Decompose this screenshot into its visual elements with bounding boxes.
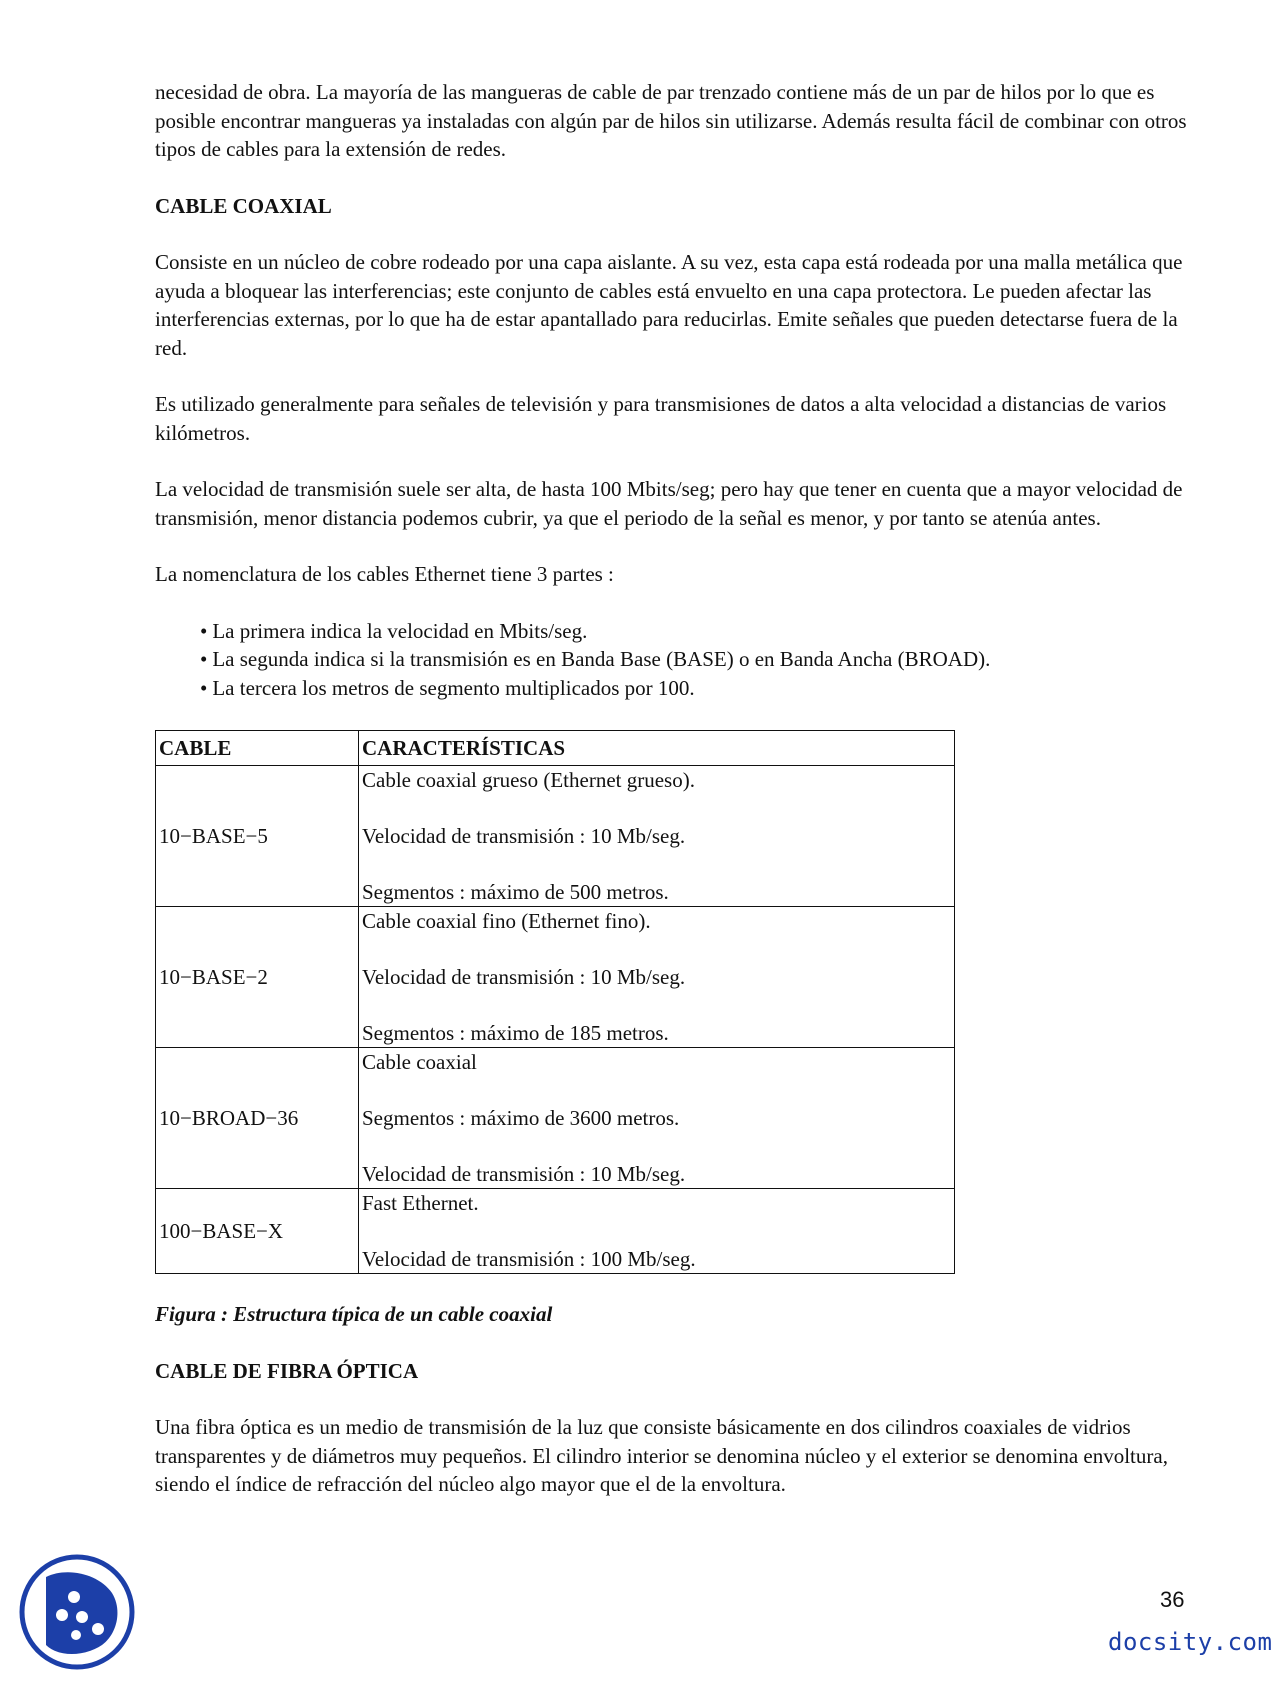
table-row [156, 907, 955, 1048]
list-item: • La primera indica la velocidad en Mbits/seg. [200, 618, 588, 643]
cable-name: 10−BASE−2 [156, 907, 359, 1048]
coaxial-heading: CABLE COAXIAL [155, 193, 332, 218]
page-number: 36 [1160, 1587, 1185, 1612]
cable-characteristics: Cable coaxial grueso (Ethernet grueso). Velocidad de transmisión : 10 Mb/seg. Segmentos : máximo de 500 metros. [359, 766, 955, 907]
list-item: • La tercera los metros de segmento multiplicados por 100. [200, 675, 695, 700]
bullet-icon: • [200, 647, 208, 671]
table-row [156, 766, 955, 907]
nomenclature-intro: La nomenclatura de los cables Ethernet tiene 3 partes : [155, 562, 614, 586]
bullet-icon: • [200, 618, 208, 643]
docsity-logo-icon[interactable] [18, 1553, 136, 1671]
cable-name: 10−BASE−5 [156, 766, 359, 907]
intro-paragraph: necesidad de obra. La mayoría de las mangueras de cable de par trenzado contiene más de un par de hilos por lo que es posible encontrar mangueras ya instaladas con algún par de hilos sin utilizarse. Además resulta fácil de combinar con otros tipos de cables para la extensión de redes. [155, 80, 1187, 161]
figure-caption: Figura : Estructura típica de un cable coaxial [155, 1302, 553, 1326]
table-row [156, 1048, 955, 1189]
coaxial-paragraph-2: Es utilizado generalmente para señales de televisión y para transmisiones de datos a alta velocidad a distancias de varios kilómetros. [155, 392, 1167, 445]
coaxial-paragraph-1: Consiste en un núcleo de cobre rodeado por una capa aislante. A su vez, esta capa está rodeada por una malla metálica que ayuda a bloquear las interferencias; este conjunto de cables está envuelto en una capa protectora. Le pueden afectar las interferencias externas, por lo que ha de estar apantallado para reducirlas. Emite señales que pueden detectarse fuera de la red. [155, 250, 1183, 360]
cable-characteristics: Cable coaxial fino (Ethernet fino). Velocidad de transmisión : 10 Mb/seg. Segmentos : máximo de 185 metros. [359, 907, 955, 1048]
table-header-row [156, 731, 955, 766]
cable-characteristics: Fast Ethernet. Velocidad de transmisión : 100 Mb/seg. [359, 1189, 955, 1274]
coaxial-paragraph-3: La velocidad de transmisión suele ser alta, de hasta 100 Mbits/seg; pero hay que tener en cuenta que a mayor velocidad de transmisión, menor distancia podemos cubrir, ya que el periodo de la señal es menor, y por tanto se atenúa antes. [155, 477, 1183, 530]
brand-link[interactable]: docsity.com [1108, 1628, 1273, 1656]
bullet-icon: • [200, 675, 208, 700]
nomenclature-list [155, 617, 1205, 703]
cable-table [155, 730, 955, 1274]
table-row [156, 1189, 955, 1274]
fibra-paragraph: Una fibra óptica es un medio de transmisión de la luz que consiste básicamente en dos cilindros coaxiales de vidrios transparentes y de diámetros muy pequeños. El cilindro interior se denomina núcleo y el exterior se denomina envoltura, siendo el índice de refracción del núcleo algo mayor que el de la envoltura. [155, 1415, 1168, 1496]
cable-characteristics: Cable coaxial Segmentos : máximo de 3600 metros. Velocidad de transmisión : 10 Mb/seg. [359, 1048, 955, 1189]
list-item: • La segunda indica si la transmisión es en Banda Base (BASE) o en Banda Ancha (BROAD). [200, 647, 991, 671]
cable-name: 100−BASE−X [156, 1189, 359, 1274]
fibra-heading: CABLE DE FIBRA ÓPTICA [155, 1358, 419, 1383]
header-characteristics: CARACTERÍSTICAS [359, 731, 955, 766]
document-page [155, 78, 1205, 1527]
header-cable: CABLE [156, 731, 359, 766]
cable-name: 10−BROAD−36 [156, 1048, 359, 1189]
